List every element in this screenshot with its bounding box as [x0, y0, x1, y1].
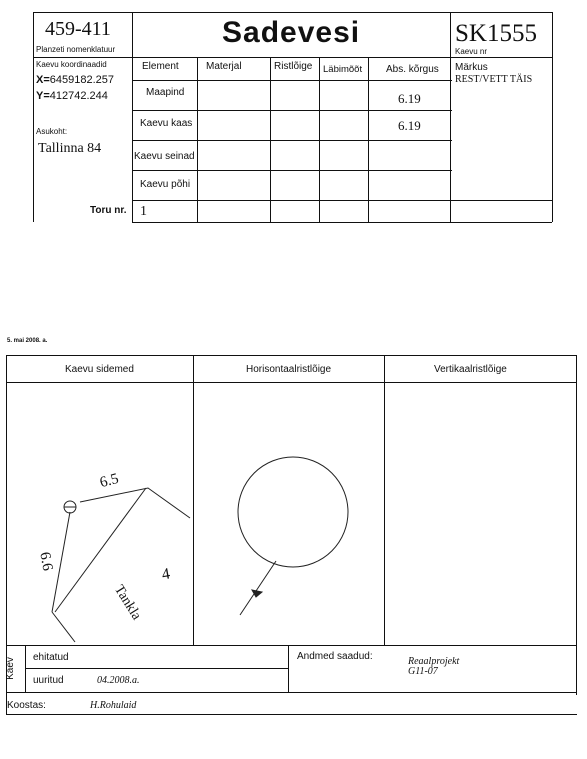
remarks-label: Märkus: [455, 62, 488, 73]
header-material: Materjal: [206, 61, 242, 72]
page-title: Sadevesi: [222, 16, 361, 49]
sheet-number: 459-411: [45, 18, 111, 40]
y-label: Y=: [36, 90, 50, 102]
source-label: Andmed saadud:: [297, 651, 373, 662]
source-value-2: G11-07: [408, 666, 438, 677]
x-value: 6459182.257: [49, 74, 114, 86]
section-vertical-title: Vertikaalristlõige: [434, 364, 507, 375]
surveyed-value: 04.2008.a.: [97, 675, 140, 686]
pipe-value: 1: [140, 204, 147, 219]
header-cross-section: Ristlõige: [274, 61, 313, 72]
row-element-ground: Maapind: [146, 87, 185, 98]
remarks-value: REST/VETT TÄIS: [455, 74, 533, 85]
well-id-label: Kaevu nr: [455, 47, 488, 56]
built-label: ehitatud: [33, 652, 69, 663]
section-horizontal-title: Horisontaalristlõige: [246, 364, 332, 375]
surveyed-label: uuritud: [33, 675, 64, 686]
pipe-label: Toru nr.: [90, 205, 127, 216]
compiled-value: H.Rohulaid: [90, 700, 137, 711]
location-label: Asukoht:: [36, 127, 68, 136]
location-value: Tallinna 84: [38, 141, 102, 156]
ties-sketch: [52, 488, 190, 642]
horizontal-section-sketch: [238, 457, 348, 615]
header-abs-height: Abs. kõrgus: [386, 64, 439, 75]
well-id: SK1555: [455, 20, 537, 47]
side-label: Kaev: [4, 657, 16, 680]
section-ties-title: Kaevu sidemed: [65, 364, 134, 375]
y-value: 412742.244: [49, 90, 108, 102]
compiled-label: Koostas:: [7, 700, 46, 711]
date-line: 5. mai 2008. a.: [7, 338, 48, 344]
header-element: Element: [142, 61, 179, 72]
sketch-building-label: Tankla: [110, 582, 144, 623]
row-abs-height-ground: 6.19: [398, 91, 421, 106]
row-abs-height-lid: 6.19: [398, 118, 421, 133]
source-value-1: Reaalprojekt: [408, 656, 460, 667]
x-label: X=: [36, 74, 50, 86]
row-element-bottom: Kaevu põhi: [140, 179, 191, 190]
sketch-dist-a: 6.5: [98, 470, 121, 492]
row-element-walls: Kaevu seinad: [134, 151, 195, 162]
sketch-dist-b: 6.6: [36, 550, 56, 573]
sheet-label: Planzeti nomenklatuur: [36, 45, 116, 54]
sketch-corner-mark: 4: [160, 565, 172, 584]
header-diameter: Läbimõõt: [323, 64, 363, 75]
coordinates-label: Kaevu koordinaadid: [36, 60, 107, 69]
row-element-lid: Kaevu kaas: [140, 118, 193, 129]
